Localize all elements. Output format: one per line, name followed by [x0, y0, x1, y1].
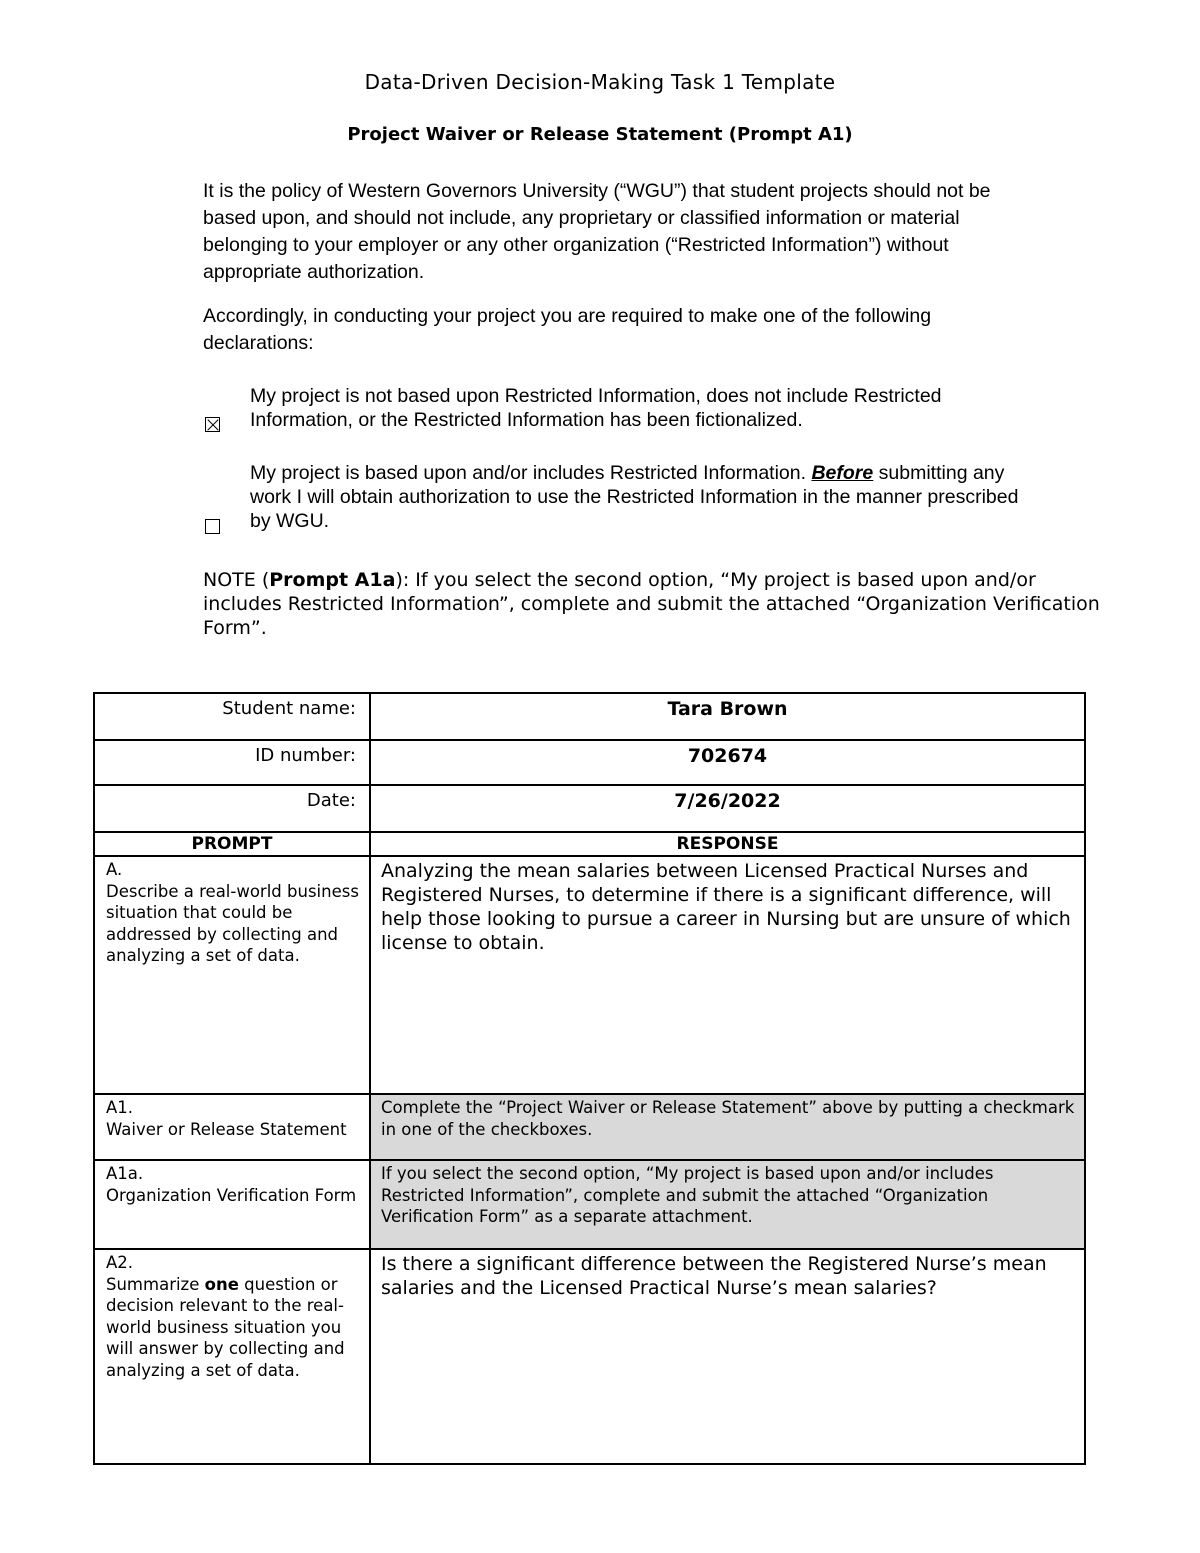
prompt-text: Organization Verification Form [106, 1185, 357, 1205]
document-title: Data-Driven Decision-Making Task 1 Template [364, 70, 836, 94]
policy-paragraph: It is the policy of Western Governors University (“WGU”) that student projects should not be based upon, and should not include, any proprietary or classified information or material belonging to your employer or any other organization (“Restricted Information”) without appropriate authorization. [203, 180, 991, 283]
id-number-value: 702674 [370, 740, 1085, 785]
declaration-instruction: Accordingly, in conducting your project you are required to make one of the following declarations: [203, 305, 932, 354]
option-restricted-text-2: submitting any work I will obtain authorization to use the Restricted Information in the manner prescribed by WGU. [250, 462, 1019, 532]
response-cell-a2[interactable]: Is there a significant difference between the Registered Nurse’s mean salaries and the Licensed Practical Nurse’s mean salaries? [370, 1249, 1085, 1464]
date-value: 7/26/2022 [370, 785, 1085, 832]
table-row [94, 856, 1085, 1094]
response-cell-a1a: If you select the second option, “My project is based upon and/or includes Restricted Information”, complete and submit the attached “Organization Verification Form” as a separate attachment. [370, 1160, 1085, 1249]
prompt-text: Describe a real-world business situation that could be addressed by collecting and analyzing a set of data. [106, 881, 359, 965]
table-row [94, 1249, 1085, 1464]
note-prompt-label: Prompt A1a [269, 569, 396, 591]
response-cell-a[interactable]: Analyzing the mean salaries between Licensed Practical Nurses and Registered Nurses, to determine if there is a significant difference, will help those looking to pursue a career in Nursing but are unsure of which license to obtain. [370, 856, 1085, 1094]
prompt-emphasis: one [204, 1274, 239, 1294]
prompt-code: A. [106, 860, 123, 879]
section-title: Project Waiver or Release Statement (Prompt A1) [347, 124, 853, 145]
prompt-text: Waiver or Release Statement [106, 1119, 347, 1139]
prompt-text [106, 1274, 363, 1382]
note-text: ): If you select the second option, “My project is based upon and/or includes Restricted Information”, complete and submit the attached “Organization Verification Form”. [203, 569, 1100, 639]
student-name-value: Tara Brown [370, 693, 1085, 740]
date-label: Date: [94, 785, 370, 832]
id-number-label: ID number: [94, 740, 370, 785]
response-cell-a1: Complete the “Project Waiver or Release Statement” above by putting a checkmark in one of the checkboxes. [370, 1094, 1085, 1160]
option-restricted [250, 461, 1040, 533]
prompt-cell-a [94, 856, 370, 1094]
table-header-row [94, 832, 1085, 856]
id-number-row [94, 740, 1085, 785]
unchecked-checkbox-icon[interactable] [205, 519, 220, 534]
note-prefix: NOTE ( [203, 569, 270, 591]
checked-checkbox-icon[interactable] [205, 417, 220, 432]
prompt-cell-a2 [94, 1249, 370, 1464]
student-name-row [94, 693, 1085, 740]
option-not-restricted: My project is not based upon Restricted Information, does not include Restricted Information, or the Restricted Information has been fictionalized. [250, 385, 942, 431]
before-emphasis: Before [811, 462, 874, 484]
submission-table [93, 692, 1086, 1465]
date-row [94, 785, 1085, 832]
student-name-label: Student name: [94, 693, 370, 740]
option-restricted-text-1: My project is based upon and/or includes Restricted Information. [250, 462, 812, 484]
note-paragraph [203, 568, 1103, 640]
prompt-header: PROMPT [94, 832, 370, 856]
prompt-code: A1. [106, 1098, 134, 1117]
prompt-code: A1a. [106, 1164, 144, 1183]
prompt-text-2: question or decision relevant to the real-world business situation you will answer by collecting and analyzing a set of data. [106, 1274, 345, 1380]
table-row [94, 1094, 1085, 1160]
response-header: RESPONSE [370, 832, 1085, 856]
table-row [94, 1160, 1085, 1249]
prompt-cell-a1a [94, 1160, 370, 1249]
prompt-cell-a1 [94, 1094, 370, 1160]
prompt-code: A2. [106, 1253, 134, 1272]
prompt-text-1: Summarize [106, 1274, 205, 1294]
